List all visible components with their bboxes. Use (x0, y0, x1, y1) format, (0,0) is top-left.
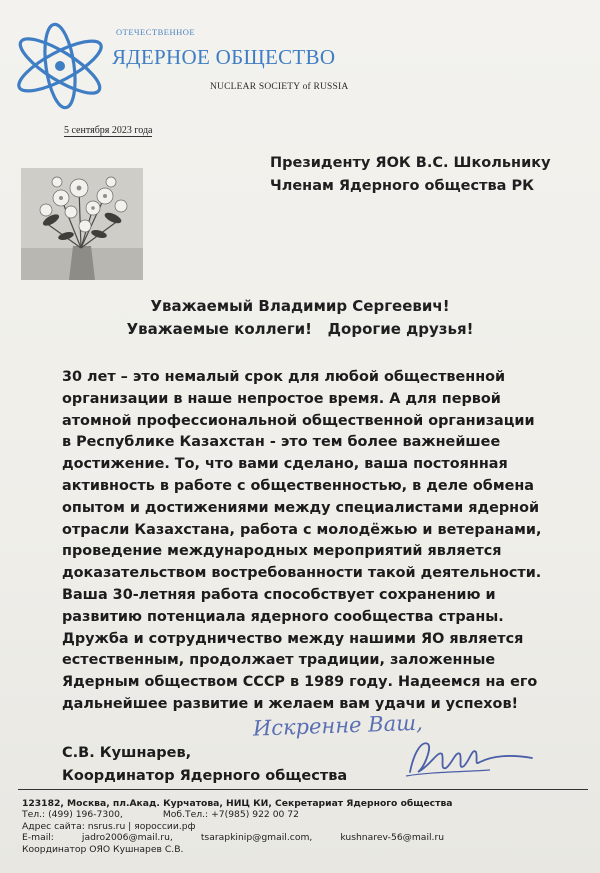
body-line: организации в наше непростое время. А для первой (62, 390, 501, 407)
body-line: Дружба и сотрудничество между нашими ЯО является (62, 630, 524, 647)
body-line: Ваша 30-летняя работа способствует сохранению и (62, 586, 496, 603)
footer-email-link[interactable]: jadro2006@mail.ru, (81, 832, 173, 844)
footer-contacts (22, 798, 592, 855)
body-line: дальнейшее развитие и желаем вам удачи и успехов! (62, 695, 519, 712)
letter-body (62, 367, 582, 716)
body-line: в Республике Казахстан - это тем более важнейшее (62, 434, 501, 451)
body-line: 30 лет – это немалый срок для любой общественной (62, 369, 506, 385)
footer-email-label: E-mail: (22, 832, 54, 844)
org-english-name: NUCLEAR SOCIETY of RUSSIA (210, 82, 349, 92)
footer-address: 123182, Москва, пл.Акад. Курчатова, НИЦ КИ, Секретариат Ядерного общества (22, 798, 453, 809)
org-name: ЯДЕРНОЕ ОБЩЕСТВО (112, 45, 336, 69)
footer-tel: Тел.: (499) 196-7300, (22, 809, 123, 821)
flowers-bouquet-photo (21, 168, 143, 280)
body-line: Ядерным обществом СССР в 1989 году. Надеемся на его (62, 674, 538, 691)
footer-emails (22, 832, 592, 843)
footer-divider (18, 789, 588, 790)
atom-orbit-logo (8, 8, 118, 118)
handwritten-note-text: Искренне Ваш, (252, 710, 424, 741)
flowers-bouquet-icon (21, 168, 143, 280)
recipient-line: Членам Ядерного общества РК (270, 178, 534, 194)
greeting-line: Уважаемый Владимир Сергеевич! (150, 297, 450, 315)
signatory-name: С.В. Кушнарев, (62, 745, 192, 761)
body-line: активность в работе с общественностью, в деле обмена (62, 477, 535, 494)
greeting-line: Уважаемые коллеги! Дорогие друзья! (126, 320, 474, 338)
body-line: атомной профессиональной общественной организации (62, 412, 535, 429)
recipient-line: Президенту ЯОК В.С. Школьнику (270, 155, 551, 171)
footer-phones (22, 809, 592, 820)
signature-image (400, 732, 540, 782)
body-line: естественным, продолжает традиции, заложенные (62, 652, 496, 669)
org-top-label: ОТЕЧЕСТВЕННОЕ (116, 27, 196, 37)
footer-email-link[interactable]: kushnarev-56@mail.ru (340, 832, 445, 844)
signatory-title: Координатор Ядерного общества (62, 768, 348, 784)
body-line: отрасли Казахстана, работа с молодёжью и ветеранами, (62, 521, 542, 538)
recipients-block (270, 152, 551, 198)
footer-mob: Моб.Тел.: +7(985) 922 00 72 (162, 809, 299, 821)
footer-coordinator: Координатор ОЯО Кушнарев С.В. (22, 843, 184, 855)
body-line: проведение международных мероприятий является (62, 543, 502, 560)
footer-email-link[interactable]: tsarapkinip@gmail.com, (200, 832, 313, 844)
body-line: достижение. То, что вами сделано, ваша постоянная (62, 456, 508, 473)
signatory-block (62, 742, 347, 788)
letter-date: 5 сентября 2023 года (64, 125, 153, 136)
body-line: развитию потенциала ядерного сообщества страны. (62, 608, 504, 625)
body-line: доказательством востребованности такой деятельности. (62, 565, 542, 582)
footer-site[interactable]: Адрес сайта: nsrus.ru | яороссии.рф (22, 820, 196, 832)
body-line: опытом и достижениями между специалистами ядерной (62, 499, 540, 516)
